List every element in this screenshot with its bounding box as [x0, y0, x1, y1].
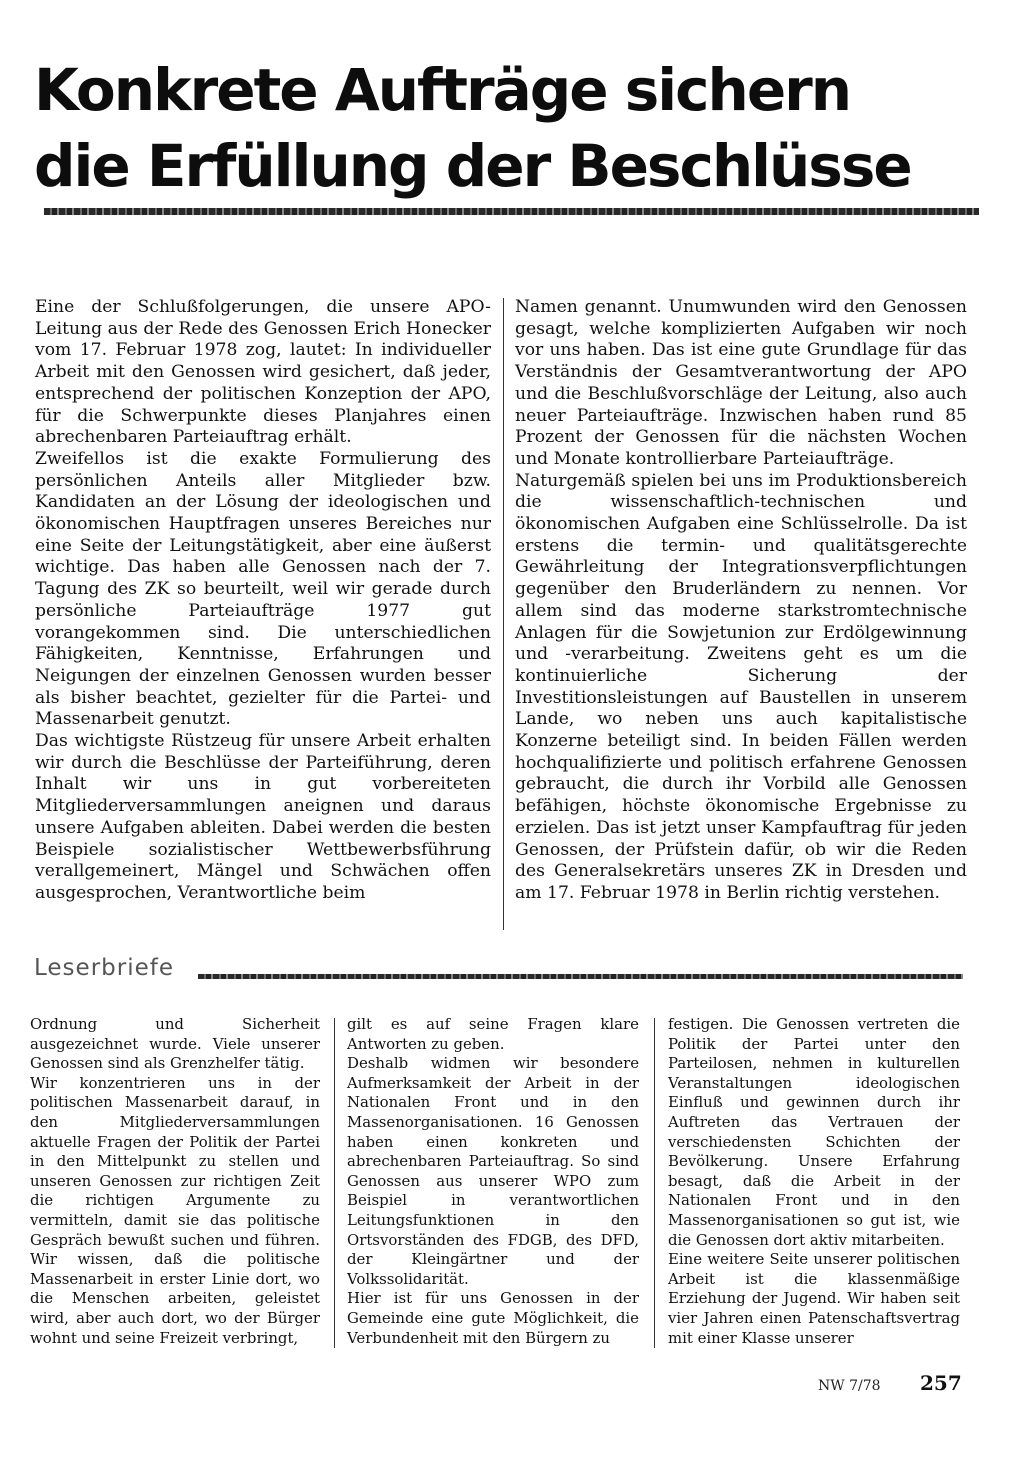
- article-paragraph: Namen genannt. Unumwunden wird den Genossen gesagt, welche komplizierten Aufgaben wir noch vor uns haben. Das ist eine gute Grundlage für das Verständnis der Gesamtverantwortung der APO und die Beschlußvorschläge der Leitung, also auch neuer Parteiaufträge. Inzwischen haben rund 85 Prozent der Genossen für die nächsten Wochen und Monate kontrollierbare Parteiaufträge.: [515, 297, 967, 469]
- column-divider: [334, 1018, 335, 1348]
- letter-paragraph: Ordnung und Sicherheit ausgezeichnet wurde. Viele unserer Genossen sind als Grenzhelfer tätig.: [30, 1015, 320, 1073]
- article-column-right: [515, 297, 967, 905]
- article-paragraph: Das wichtigste Rüstzeug für unsere Arbeit erhalten wir durch die Beschlüsse der Parteiführung, deren Inhalt wir uns in gut vorbereiteten Mitgliederversammlungen aneignen und daraus unsere Aufgaben ableiten. Dabei werden die besten Beispiele sozialistischer Wettbewerbsführung verallgemeinert, Mängel und Schwächen offen ausgesprochen, Verantwortliche beim: [35, 731, 491, 903]
- headline-line-1: Konkrete Aufträge sichern: [34, 56, 851, 124]
- column-divider: [503, 298, 504, 930]
- page-number: 257: [920, 1371, 962, 1395]
- letters-column-1: [30, 1015, 320, 1348]
- letter-paragraph: gilt es auf seine Fragen klare Antworten zu geben.: [347, 1015, 639, 1053]
- letters-column-3: [668, 1015, 960, 1348]
- letters-column-2: [347, 1015, 639, 1348]
- letter-paragraph: festigen. Die Genossen vertreten die Politik der Partei unter den Parteilosen, nehmen in kulturellen Veranstaltungen ideologischen Einfluß und gewinnen durch ihr Auftreten das Vertrauen der verschiedensten Schichten der Bevölkerung. Unsere Erfahrung besagt, daß die Arbeit in der Nationalen Front und in den Massenorganisationen so gut ist, wie die Genossen dort aktiv mitarbeiten.: [668, 1015, 960, 1249]
- letter-paragraph: Wir konzentrieren uns in der politischen Massenarbeit darauf, in den Mitgliederversammlungen aktuelle Fragen der Politik der Partei in den Mittelpunkt zu stellen und unseren Genossen zur richtigen Zeit die richtigen Argumente zu vermitteln, damit sie das politische Gespräch bewußt suchen und führen. Wir wissen, daß die politische Massenarbeit in erster Linie dort, wo die Menschen arbeiten, geleistet wird, aber auch dort, wo der Bürger wohnt und seine Freizeit verbringt,: [30, 1073, 320, 1347]
- column-divider: [654, 1018, 655, 1348]
- letter-paragraph: Eine weitere Seite unserer politischen Arbeit ist die klassenmäßige Erziehung der Jugend. Wir haben seit vier Jahren einen Patenschaftsvertrag mit einer Klasse unserer: [668, 1250, 960, 1347]
- issue-label: NW 7/78: [818, 1378, 881, 1394]
- headline-rule: [44, 208, 979, 215]
- headline-line-2: die Erfüllung der Beschlüsse: [34, 132, 911, 200]
- headline: [34, 52, 994, 204]
- article-paragraph: Zweifellos ist die exakte Formulierung des persönlichen Anteils aller Mitglieder bzw. Kandidaten an der Lösung der ideologischen und ökonomischen Hauptfragen unseres Bereiches nur eine Seite der Leitungstätigkeit, aber eine äußerst wichtige. Das haben alle Genossen nach der 7. Tagung des ZK so beurteilt, weil wir gerade durch persönliche Parteiaufträge 1977 gut vorangekommen sind. Die unterschiedlichen Fähigkeiten, Kenntnisse, Erfahrungen und Neigungen der einzelnen Genossen wurden besser als bisher beachtet, gezielter für die Partei- und Massenarbeit genutzt.: [35, 448, 491, 730]
- letters-section-rule: [198, 974, 963, 979]
- article-column-left: [35, 297, 491, 905]
- article-paragraph: Eine der Schlußfolgerungen, die unsere APO-Leitung aus der Rede des Genossen Erich Honecker vom 17. Februar 1978 zog, lautet: In individueller Arbeit mit den Genossen wird gesichert, daß jeder, entsprechend der politischen Konzeption der APO, für die Schwerpunkte dieses Planjahres einen abrechenbaren Parteiauftrag erhält.: [35, 297, 491, 448]
- letter-paragraph: Deshalb widmen wir besondere Aufmerksamkeit der Arbeit in der Nationalen Front und in den Massenorganisationen. 16 Genossen haben einen konkreten und abrechenbaren Parteiauftrag. So sind Genossen aus unserer WPO zum Beispiel in verantwortlichen Leitungsfunktionen in den Ortsvorständen des FDGB, des DFD, der Kleingärtner und der Volkssolidarität.: [347, 1054, 639, 1288]
- letters-section-label: Leserbriefe: [34, 955, 174, 981]
- letter-paragraph: Hier ist für uns Genossen in der Gemeinde eine gute Möglichkeit, die Verbundenheit mit den Bürgern zu: [347, 1289, 639, 1347]
- article-paragraph: Naturgemäß spielen bei uns im Produktionsbereich die wissenschaftlich-technischen und ökonomischen Aufgaben eine Schlüsselrolle. Da ist erstens die termin- und qualitätsgerechte Gewährleitung der Integrationsverpflichtungen gegenüber den Bruderländern zu nennen. Vor allem sind das moderne starkstromtechnische Anlagen für die Sowjetunion zur Erdölgewinnung und -verarbeitung. Zweitens geht es um die kontinuierliche Sicherung der Investitionsleistungen auf Baustellen in unserem Lande, wo neben uns auch kapitalistische Konzerne beteiligt sind. In beiden Fällen werden hochqualifizierte und politisch erfahrene Genossen gebraucht, die durch ihr Vorbild alle Genossen befähigen, höchste ökonomische Ergebnisse zu erzielen. Das ist jetzt unser Kampfauftrag für jeden Genossen, der Prüfstein dafür, ob wir die Reden des Generalsekretärs unseres ZK in Dresden und am 17. Februar 1978 in Berlin richtig verstehen.: [515, 470, 967, 903]
